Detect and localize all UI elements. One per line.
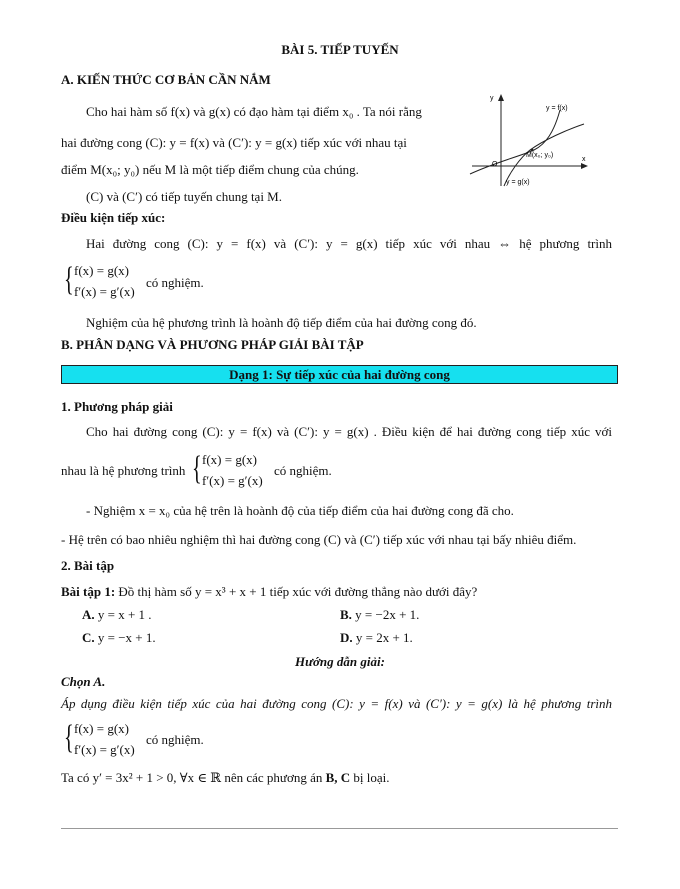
option-c-letter: C. bbox=[82, 630, 95, 645]
figure-f-label: y = f(x) bbox=[546, 105, 568, 112]
system-row-2: f′(x) = g′(x) bbox=[74, 742, 135, 757]
apply-line: Áp dụng điều kiện tiếp xúc của hai đường cong (C): y = f(x) và (C′): y = g(x) là hệ phương trình bbox=[61, 696, 612, 711]
condition-system bbox=[64, 260, 144, 304]
system-row-1: f(x) = g(x) bbox=[74, 721, 129, 736]
last-line-prefix: Ta có y′ = 3x² + 1 > 0, ∀x ∈ ℝ nên các phương án bbox=[61, 770, 326, 785]
option-a-letter: A. bbox=[82, 607, 95, 622]
option-b-text: y = −2x + 1. bbox=[351, 607, 420, 622]
x-axis-arrow-icon bbox=[581, 163, 588, 169]
method-heading: 1. Phương pháp giải bbox=[61, 399, 173, 414]
option-a bbox=[82, 607, 152, 623]
figure-g-label: y = g(x) bbox=[506, 179, 530, 186]
option-b-letter: B. bbox=[340, 607, 352, 622]
solution-note: Nghiệm của hệ phương trình là hoành độ tiếp điểm của hai đường cong đó. bbox=[86, 315, 477, 330]
section-a-para1-line2: hai đường cong (C): y = f(x) và (C′): y = g(x) tiếp xúc với nhau tại bbox=[61, 135, 407, 150]
method-line2-prefix: nhau là hệ phương trình bbox=[61, 463, 186, 478]
figure-y-label: y bbox=[490, 95, 494, 102]
last-line-suffix: bị loại. bbox=[350, 770, 390, 785]
curve-f bbox=[470, 110, 560, 174]
choice: Chọn A. bbox=[61, 674, 106, 689]
option-a-text: y = x + 1 . bbox=[94, 607, 152, 622]
apply-system bbox=[64, 718, 144, 762]
section-a-heading: A. KIẾN THỨC CƠ BẢN CẦN NẮM bbox=[61, 72, 271, 87]
section-b-heading: B. PHÂN DẠNG VÀ PHƯƠNG PHÁP GIẢI BÀI TẬP bbox=[61, 337, 364, 352]
option-c bbox=[82, 630, 156, 646]
figure-origin-label: O bbox=[492, 161, 498, 168]
brace-icon: { bbox=[64, 261, 74, 298]
brace-icon: { bbox=[64, 719, 74, 756]
last-line bbox=[61, 770, 390, 786]
footer-rule bbox=[61, 828, 618, 829]
condition-heading: Điều kiện tiếp xúc: bbox=[61, 210, 166, 225]
method-line2-suffix: có nghiệm. bbox=[274, 463, 332, 478]
type-banner-label: Dạng 1: Sự tiếp xúc của hai đường cong bbox=[229, 367, 450, 382]
system-row-1: f(x) = g(x) bbox=[202, 452, 257, 467]
brace-icon: { bbox=[192, 450, 202, 487]
system-row-2: f′(x) = g′(x) bbox=[74, 284, 135, 299]
y-axis-arrow-icon bbox=[498, 94, 504, 101]
exercise-1 bbox=[61, 584, 477, 600]
option-d-text: y = 2x + 1. bbox=[352, 630, 413, 645]
exercise-heading: 2. Bài tập bbox=[61, 558, 115, 573]
section-a-para2: (C) và (C′) có tiếp tuyến chung tại M. bbox=[86, 189, 282, 204]
apply-suffix: có nghiệm. bbox=[146, 732, 204, 747]
section-a-para1-line1: Cho hai hàm số f(x) và g(x) có đạo hàm tại điểm x₀ . Ta nói rằng bbox=[86, 104, 422, 119]
condition-system-suffix: có nghiệm. bbox=[146, 275, 204, 290]
system-row-2: f′(x) = g′(x) bbox=[202, 473, 263, 488]
option-d-letter: D. bbox=[340, 630, 353, 645]
last-line-bold: B, C bbox=[325, 770, 351, 785]
tangent-curves-figure bbox=[466, 90, 592, 190]
option-c-text: y = −x + 1. bbox=[94, 630, 156, 645]
guide-heading: Hướng dẫn giải: bbox=[295, 654, 385, 669]
section-a-para1-line3: điểm M(x₀; y₀) nếu M là một tiếp điểm chung của chúng. bbox=[61, 162, 359, 177]
page-title: BÀI 5. TIẾP TUYẾN bbox=[281, 42, 399, 57]
method-line1: Cho hai đường cong (C): y = f(x) và (C′): y = g(x) . Điều kiện để hai đường cong tiếp xúc với bbox=[86, 424, 612, 439]
figure-x-label: x bbox=[582, 156, 586, 163]
exercise-1-text: Đồ thị hàm số y = x³ + x + 1 tiếp xúc với đường thẳng nào dưới đây? bbox=[115, 584, 478, 599]
method-system bbox=[192, 449, 272, 493]
condition-text: Hai đường cong (C): y = f(x) và (C′): y = g(x) tiếp xúc với nhau ⇔ hệ phương trình bbox=[86, 236, 612, 251]
exercise-1-label: Bài tập 1: bbox=[61, 584, 116, 599]
option-b bbox=[340, 607, 419, 623]
figure-m-label: M(x₀; y₀) bbox=[526, 152, 554, 159]
system-row-1: f(x) = g(x) bbox=[74, 263, 129, 278]
bullet-2: - Hệ trên có bao nhiêu nghiệm thì hai đường cong (C) và (C′) tiếp xúc với nhau tại bấy nhiêu điểm. bbox=[61, 532, 577, 547]
bullet-1: - Nghiệm x = x₀ của hệ trên là hoành độ của tiếp điểm của hai đường cong đã cho. bbox=[86, 503, 514, 518]
type-banner bbox=[61, 365, 618, 384]
option-d bbox=[340, 630, 413, 646]
